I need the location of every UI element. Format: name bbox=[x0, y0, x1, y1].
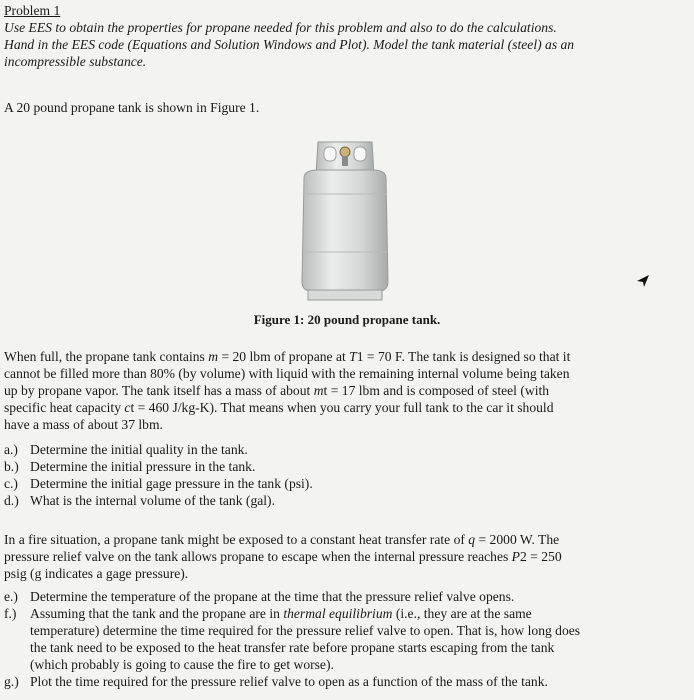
instructions-line-2: Hand in the EES code (Equations and Solution Windows and Plot). Model the tank material (steel) as an bbox=[4, 37, 575, 52]
fire-scenario-line-2: pressure relief valve on the tank allows propane to escape when the internal pressure reaches P2 = 250 bbox=[4, 549, 562, 564]
tank-description-line-2: cannot be filled more than 80% (by volume) with liquid with the remaining internal volume being taken bbox=[4, 366, 570, 381]
tank-description-line-3: up by propane vapor. The tank itself has a mass of about mt = 17 lbm and is composed of steel (with bbox=[4, 383, 550, 398]
question-c: c.) Determine the initial gage pressure in the tank (psi). bbox=[4, 476, 313, 491]
tank-description-line-5: have a mass of about 37 lbm. bbox=[4, 417, 163, 432]
fire-scenario-line-1: In a fire situation, a propane tank might be exposed to a constant heat transfer rate of q = 2000 W. The bbox=[4, 532, 560, 547]
question-f: f.) Assuming that the tank and the propane are in thermal equilibrium (i.e., they are at the same bbox=[4, 606, 532, 621]
instructions bbox=[4, 19, 690, 70]
instructions-line-3: incompressible substance. bbox=[4, 54, 147, 69]
question-g: g.) Plot the time required for the pressure relief valve to open as a function of the mass of the tank. bbox=[4, 674, 548, 689]
question-list-2 bbox=[4, 588, 690, 690]
tank-description bbox=[4, 348, 690, 433]
fire-scenario-line-3: psig (g indicates a gage pressure). bbox=[4, 566, 189, 581]
fire-scenario bbox=[4, 531, 690, 582]
propane-tank-figure bbox=[292, 134, 398, 302]
question-f-line-4: (which probably is going to cause the fire to get worse). bbox=[30, 657, 334, 672]
question-f-line-2: temperature) determine the time required for the pressure relief valve to open. That is, how long does bbox=[30, 623, 581, 638]
question-e: e.) Determine the temperature of the propane at the time that the pressure relief valve opens. bbox=[4, 589, 515, 604]
instructions-line-1: Use EES to obtain the properties for propane needed for this problem and also to do the calculations. bbox=[4, 20, 557, 35]
question-f-line-3: the tank need to be exposed to the heat transfer rate before propane starts escaping from the tank bbox=[30, 640, 555, 655]
question-list-1 bbox=[4, 441, 690, 509]
question-d: d.) What is the internal volume of the tank (gal). bbox=[4, 493, 275, 508]
figure-intro: A 20 pound propane tank is shown in Figure 1. bbox=[4, 100, 260, 115]
tank-description-line-4: specific heat capacity ct = 460 J/kg-K). That means when you carry your full tank to the car it should bbox=[4, 400, 554, 415]
question-a: a.) Determine the initial quality in the tank. bbox=[4, 442, 248, 457]
mouse-cursor-icon bbox=[635, 272, 651, 288]
tank-description-line-1: When full, the propane tank contains m = 20 lbm of propane at T1 = 70 F. The tank is designed so that it bbox=[4, 349, 571, 364]
figure-caption: Figure 1: 20 pound propane tank. bbox=[253, 312, 441, 327]
problem-heading: Problem 1 bbox=[4, 3, 61, 18]
thermal-equilibrium-emphasis: thermal equilibrium bbox=[283, 606, 393, 621]
question-b: b.) Determine the initial pressure in the tank. bbox=[4, 459, 256, 474]
